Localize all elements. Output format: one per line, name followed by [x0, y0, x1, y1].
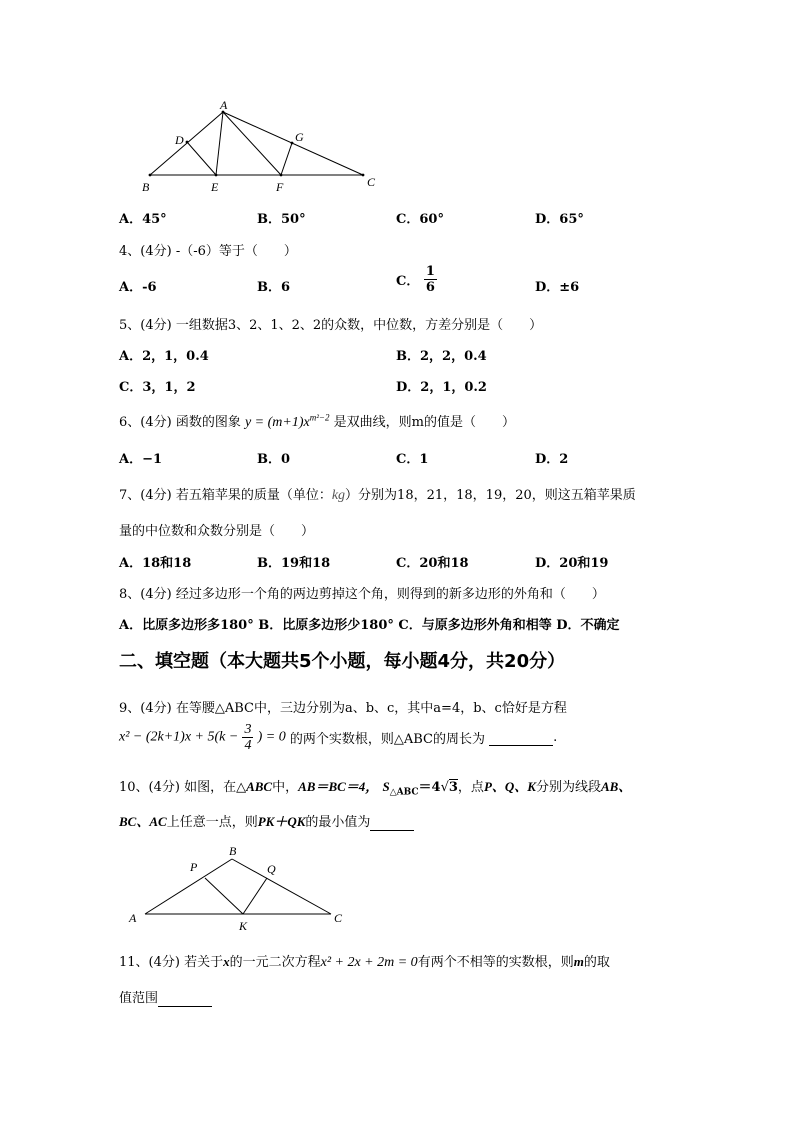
q10-line1 — [119, 776, 631, 798]
point-e — [215, 174, 218, 177]
q7-option-c[interactable]: C．20和18 — [396, 556, 469, 571]
q10-line2-mid: 上任意一点，则 — [166, 815, 258, 830]
q4-stem: 4、(4分) -（-6）等于（ ） — [119, 244, 297, 259]
q7-option-d[interactable]: D．20和19 — [535, 556, 609, 571]
q7-stem-post: ）分别为18，21，18，19，20，则这五箱苹果质 — [345, 488, 636, 503]
q4-option-a[interactable]: A．-6 — [119, 280, 157, 295]
q10-line1-post: ，点 — [457, 780, 484, 795]
q10-tri: △ABC — [236, 779, 273, 794]
segment-fg — [281, 143, 292, 175]
q6-formula-base: y = (m+1)x — [244, 415, 310, 430]
q9-text-post: 的两个实数根，则△ABC的周长为 — [289, 732, 485, 747]
label-f: F — [276, 180, 284, 194]
q11-line2 — [119, 987, 212, 1007]
q10-ab: AB、 — [600, 779, 632, 794]
q10-answer-blank[interactable] — [370, 815, 414, 831]
q3-option-d[interactable]: D．65° — [535, 212, 584, 227]
q11-stem-post: 有两个不相等的实数根，则 — [417, 955, 574, 970]
point-f — [280, 174, 283, 177]
q7-option-b[interactable]: B．19和18 — [257, 556, 331, 571]
fraction-denominator: 4 — [244, 738, 252, 753]
q9-formula-line — [119, 722, 557, 753]
figure-triangle-2 — [120, 840, 360, 935]
section-heading-fill-in: 二、填空题（本大题共5个小题，每小题4分，共20分） — [119, 651, 566, 672]
point-b — [149, 174, 152, 177]
segment-ab — [150, 112, 223, 175]
label-d: D — [175, 133, 184, 147]
q7-option-a[interactable]: A．18和18 — [119, 556, 192, 571]
segment-de — [187, 142, 216, 175]
q6-option-b[interactable]: B．0 — [257, 452, 291, 467]
q10-area — [382, 779, 458, 798]
q7-unit: kg — [331, 488, 346, 503]
q5-option-c[interactable]: C．3，1，2 — [119, 380, 196, 395]
q10-expr: PK＋QK — [257, 814, 306, 829]
q8-options[interactable]: A．比原多边形多180° B．比原多边形少180° C．与原多边形外角和相等 D．不确定 — [119, 618, 620, 633]
q10-sqrt-val: 3 — [448, 780, 458, 795]
q3-option-c[interactable]: C．60° — [396, 212, 444, 227]
label-a: A — [220, 98, 228, 112]
q5-option-a[interactable]: A．2，1，0.4 — [119, 349, 209, 364]
label-e: E — [211, 180, 219, 194]
label-g: G — [295, 130, 304, 144]
q7-stem-pre: 7、(4分) 若五箱苹果的质量（单位： — [119, 488, 332, 503]
q11-answer-blank[interactable] — [158, 991, 212, 1007]
label-a: A — [129, 911, 137, 925]
q6-stem-pre: 6、(4分) 函数的图象 — [119, 415, 241, 430]
q10-line2 — [119, 811, 414, 831]
q3-option-b[interactable]: B．50° — [257, 212, 306, 227]
q9-fraction — [242, 722, 253, 753]
point-d — [186, 141, 189, 144]
q7-stem-line2: 量的中位数和众数分别是（ ） — [119, 524, 315, 539]
segment-bc — [232, 859, 331, 914]
q10-line1-pre: 10、(4分) 如图，在 — [119, 780, 237, 795]
label-b: B — [229, 844, 237, 858]
q10-line2-post: 的最小值为 — [305, 815, 371, 830]
q4-option-b[interactable]: B．6 — [257, 280, 291, 295]
label-q: Q — [267, 862, 276, 876]
segment-qk — [243, 878, 267, 914]
q6-option-d[interactable]: D．2 — [535, 452, 569, 467]
q10-line1-mid: 中， — [272, 780, 299, 795]
q10-area-sub: △ABC — [389, 787, 419, 798]
q5-option-d[interactable]: D．2，1，0.2 — [396, 380, 487, 395]
q4-option-c-fraction — [424, 264, 437, 295]
q4-option-d[interactable]: D．±6 — [535, 280, 580, 295]
q10-area-label: S — [382, 779, 390, 794]
label-c: C — [334, 911, 343, 925]
fraction-numerator: 3 — [244, 722, 252, 737]
q6-formula — [244, 412, 330, 430]
q6-stem — [119, 411, 515, 431]
q9-answer-blank[interactable] — [489, 730, 553, 746]
q6-formula-exponent: m²−2 — [309, 412, 330, 423]
q11-var2: m — [573, 954, 584, 969]
q10-pts: P、Q、K — [483, 779, 536, 794]
segment-ae — [216, 112, 223, 175]
q4-option-c-prefix: C． — [396, 274, 420, 289]
q7-stem-line1 — [119, 484, 636, 504]
q11-var: x — [223, 954, 230, 969]
segment-pk — [205, 878, 243, 914]
q11-line1 — [119, 951, 610, 971]
q11-stem-pre: 11、(4分) 若关于 — [119, 955, 224, 970]
q11-line2-text: 值范围 — [119, 991, 159, 1006]
q9-stem: 9、(4分) 在等腰△ABC中，三边分别为a、b、c，其中a=4，b、c恰好是方程 — [119, 701, 567, 716]
q9-formula-post: ) = 0 — [257, 729, 286, 745]
label-k: K — [239, 919, 248, 933]
q9-end: . — [553, 730, 558, 745]
q5-stem: 5、(4分) 一组数据3、2、1、2、2的众数，中位数，方差分别是（ ） — [119, 318, 543, 333]
q6-option-c[interactable]: C．1 — [396, 452, 429, 467]
q10-eq1: AB＝BC＝4， — [298, 779, 379, 794]
fraction-numerator: 1 — [425, 264, 435, 279]
q10-area-eq: ＝4 — [418, 780, 441, 795]
q6-option-a[interactable]: A．−1 — [119, 452, 163, 467]
q4-option-c[interactable] — [396, 264, 437, 295]
q10-line2-pre: BC、AC — [119, 814, 167, 829]
q9-formula-pre: x² − (2k+1)x + 5(k − — [119, 729, 239, 745]
q11-stem-end: 的取 — [583, 955, 610, 970]
label-b: B — [142, 180, 150, 194]
segment-ab — [145, 859, 232, 914]
q3-option-a[interactable]: A．45° — [119, 212, 167, 227]
q8-stem: 8、(4分) 经过多边形一个角的两边剪掉这个角，则得到的新多边形的外角和（ ） — [119, 587, 605, 602]
q6-stem-post: 是双曲线，则m的值是（ ） — [333, 415, 515, 430]
point-c — [362, 174, 365, 177]
q11-stem-mid: 的一元二次方程 — [229, 955, 321, 970]
figure-triangle-1 — [130, 95, 400, 200]
q5-option-b[interactable]: B．2，2，0.4 — [396, 349, 487, 364]
label-p: P — [190, 860, 198, 874]
label-c: C — [367, 175, 376, 189]
q11-formula: x² + 2x + 2m = 0 — [320, 955, 418, 970]
fraction-denominator: 6 — [425, 280, 435, 295]
sqrt-sign: √ — [440, 780, 449, 795]
segment-af — [223, 112, 281, 175]
point-g — [291, 142, 294, 145]
q10-line1-end: 分别为线段 — [535, 780, 601, 795]
